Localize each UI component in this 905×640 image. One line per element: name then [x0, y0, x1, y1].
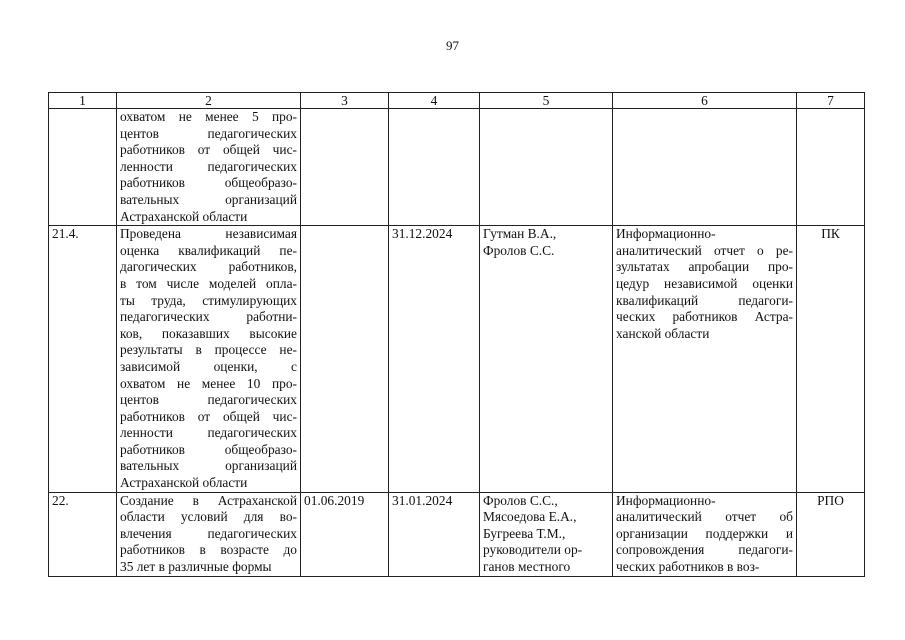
plan-table	[48, 92, 865, 577]
text-line: аналитический отчет об	[616, 509, 793, 525]
end-date-cell: 31.01.2024	[389, 492, 480, 576]
text-line: ленности педагогических	[120, 158, 297, 174]
end-date-cell: 31.12.2024	[389, 226, 480, 493]
text-line: работников от общей чис-	[120, 142, 297, 158]
text-line: работников общеобразо-	[120, 175, 297, 191]
code-cell: РПО	[797, 492, 865, 576]
text-line: центов педагогических	[120, 125, 297, 141]
table-row	[49, 109, 865, 226]
table-row	[49, 226, 865, 493]
text-line: результаты в процессе не-	[120, 342, 297, 358]
text-line: дагогических работников,	[120, 259, 297, 275]
end-date-cell	[389, 109, 480, 226]
text-line: Создание в Астраханской	[120, 492, 297, 508]
text-line: Астраханской области	[120, 475, 248, 491]
text-line: ческих работников в воз-	[616, 559, 760, 575]
text-line: Информационно-	[616, 492, 716, 508]
column-header: 3	[301, 93, 389, 109]
text-line: ческих работников Астра-	[616, 309, 793, 325]
text-line: Мясоедова Е.А.,	[483, 509, 577, 525]
text-line: 35 лет в различные формы	[120, 559, 272, 575]
start-date-cell	[301, 226, 389, 493]
text-line: руководители ор-	[483, 542, 583, 558]
column-header: 1	[49, 93, 117, 109]
text-line: сопровождения педагоги-	[616, 542, 793, 558]
text-line: области условий для во-	[120, 509, 297, 525]
text-line: педагогических работни-	[120, 309, 297, 325]
text-line: ганов местного	[483, 559, 571, 575]
text-line: ханской области	[616, 325, 710, 341]
text-line: ты труда, стимулирующих	[120, 292, 297, 308]
column-header: 4	[389, 93, 480, 109]
text-line: охватом не менее 10 про-	[120, 375, 297, 391]
column-header: 6	[613, 93, 797, 109]
row-number-cell	[49, 109, 117, 226]
text-line: работников в возрасте до	[120, 542, 297, 558]
description-cell	[117, 492, 301, 576]
column-header: 5	[480, 93, 613, 109]
text-line: работников общеобразо-	[120, 441, 297, 457]
text-line: работников от общей чис-	[120, 408, 297, 424]
row-number-cell: 21.4.	[49, 226, 117, 493]
text-line: оценка квалификаций пе-	[120, 242, 297, 258]
column-header: 7	[797, 93, 865, 109]
text-line: в том числе моделей опла-	[120, 275, 297, 291]
text-line: зультатах апробации про-	[616, 259, 793, 275]
text-line: Проведена независимая	[120, 226, 297, 242]
description-cell	[117, 226, 301, 493]
result-cell	[613, 492, 797, 576]
responsible-cell	[480, 226, 613, 493]
text-line: квалификаций педагоги-	[616, 292, 793, 308]
text-line: аналитический отчет о ре-	[616, 242, 793, 258]
start-date-cell: 01.06.2019	[301, 492, 389, 576]
text-line: вательных организаций	[120, 458, 297, 474]
page-number: 97	[446, 38, 459, 53]
text-line: Информационно-	[616, 226, 716, 242]
text-line: зависимой оценки, с	[120, 358, 297, 374]
column-number-row	[49, 93, 865, 109]
text-line: ленности педагогических	[120, 425, 297, 441]
text-line: охватом не менее 5 про-	[120, 109, 297, 124]
responsible-cell	[480, 109, 613, 226]
text-line: вательных организаций	[120, 191, 297, 207]
text-line: Фролов С.С.,	[483, 492, 558, 508]
text-line: Гутман В.А.,	[483, 226, 557, 242]
text-line: цедур независимой оценки	[616, 275, 793, 291]
result-cell	[613, 109, 797, 226]
code-cell: ПК	[797, 226, 865, 493]
text-line: Фролов С.С.	[483, 242, 555, 258]
text-line: центов педагогических	[120, 392, 297, 408]
text-line: организации поддержки и	[616, 525, 793, 541]
responsible-cell	[480, 492, 613, 576]
row-number-cell: 22.	[49, 492, 117, 576]
text-line: Бугреева Т.М.,	[483, 525, 566, 541]
code-cell	[797, 109, 865, 226]
result-cell	[613, 226, 797, 493]
text-line: влечения педагогических	[120, 525, 297, 541]
start-date-cell	[301, 109, 389, 226]
text-line: Астраханской области	[120, 208, 248, 224]
text-line: ков, показавших высокие	[120, 325, 297, 341]
column-header: 2	[117, 93, 301, 109]
description-cell	[117, 109, 301, 226]
table-row	[49, 492, 865, 576]
